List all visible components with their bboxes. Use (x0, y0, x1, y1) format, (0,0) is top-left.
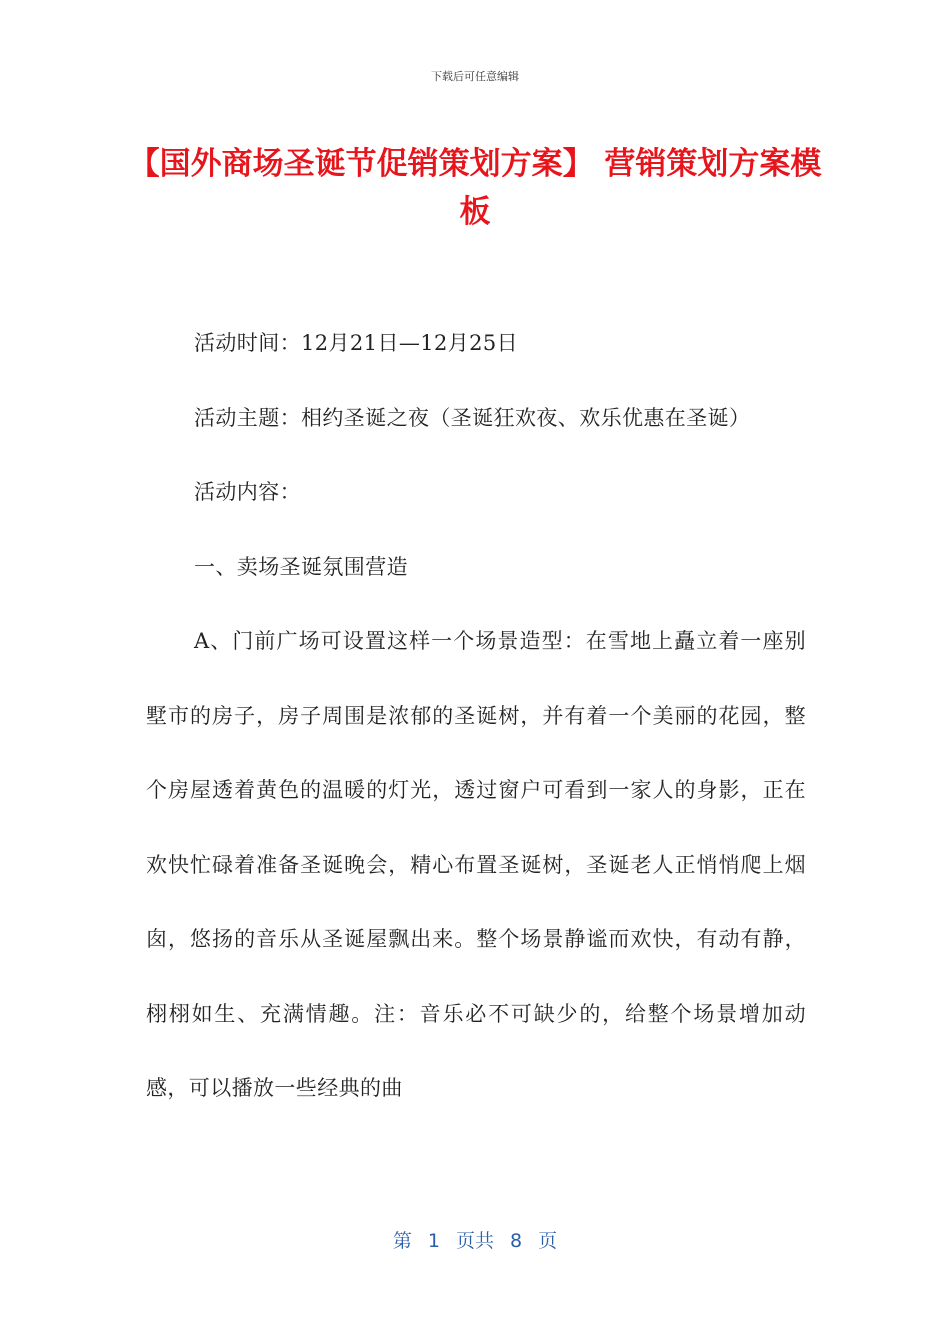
footer-page-number: 1 (427, 1230, 440, 1252)
footer-total-pages: 8 (510, 1230, 523, 1252)
footer-middle: 页共 (455, 1230, 494, 1252)
header-note: 下载后可任意编辑 (431, 70, 519, 83)
document-body (146, 306, 806, 1126)
paragraph-activity-time: 活动时间：12月21日—12月25日 (194, 331, 519, 355)
paragraph-section-heading: 一、卖场圣诞氛围营造 (194, 554, 408, 579)
footer-suffix: 页 (538, 1230, 558, 1252)
page-footer (0, 1226, 950, 1253)
paragraph-activity-theme: 活动主题：相约圣诞之夜（圣诞狂欢夜、欢乐优惠在圣诞） (194, 405, 751, 430)
footer-prefix: 第 (392, 1230, 412, 1252)
paragraph-scene-description: A、门前广场可设置这样一个场景造型：在雪地上矗立着一座别墅市的房子，房子周围是浓郁的圣诞树，并有着一个美丽的花园，整个房屋透着黄色的温暖的灯光，透过窗户可看到一家人的身影，正在欢快忙碌着准备圣诞晚会，精心布置圣诞树，圣诞老人正悄悄爬上烟囱，悠扬的音乐从圣诞屋飘出来。整个场景静谧而欢快，有动有静，栩栩如生、充满情趣。注：音乐必不可缺少的，给整个场景增加动感，可以播放一些经典的曲 (146, 629, 806, 1100)
paragraph-activity-content: 活动内容： (194, 480, 301, 504)
document-title: 【国外商场圣诞节促销策划方案】 营销策划方案模板 (128, 146, 822, 230)
